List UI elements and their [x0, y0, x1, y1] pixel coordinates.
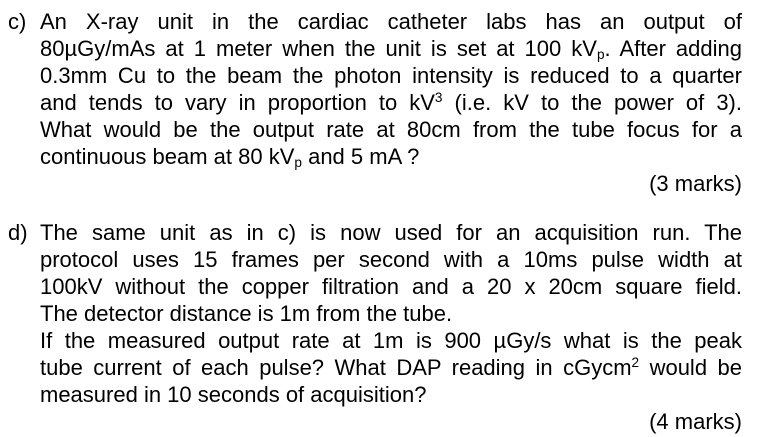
- superscript-2: 2: [631, 355, 640, 371]
- question-c-line-1: An X-ray unit in the cardiac catheter labs has an output of: [40, 9, 742, 34]
- text-segment: would be: [639, 355, 742, 380]
- question-d-marker: d): [8, 220, 28, 245]
- question-d-line-2: protocol uses 15 frames per second with a 10ms pulse width at: [40, 247, 742, 272]
- question-d-line-7: measured in 10 seconds of acquisition?: [40, 382, 427, 407]
- question-c: [8, 8, 742, 197]
- text-segment: tube current of each pulse? What DAP reading in cGycm: [40, 355, 632, 380]
- question-d-line-1: The same unit as in c) is now used for an acquisition run. The: [40, 220, 742, 245]
- subscript-p: p: [294, 155, 302, 171]
- question-c-line-2: [40, 35, 742, 62]
- question-d-line-3: 100kV without the copper filtration and a 20 x 20cm square field.: [40, 274, 742, 299]
- question-c-marker: c): [8, 9, 27, 34]
- question-c-line-4: [40, 89, 742, 116]
- question-c-body: [40, 8, 742, 197]
- question-d-marks: (4 marks): [649, 409, 742, 434]
- question-c-line-6: [40, 143, 742, 170]
- question-d-line-4: The detector distance is 1m from the tube.: [40, 301, 453, 326]
- question-c-marks: (3 marks): [649, 171, 742, 196]
- text-segment: and tends to vary in proportion to kV: [40, 90, 435, 115]
- text-segment: 80µGy/mAs at 1 meter when the unit is set at 100 kV: [40, 36, 597, 61]
- question-d-body: [40, 219, 742, 435]
- question-d-line-5: If the measured output rate at 1m is 900 µGy/s what is the peak: [40, 328, 742, 353]
- text-segment: and 5 mA ?: [301, 144, 420, 169]
- subscript-p: p: [596, 47, 605, 63]
- question-d: [8, 219, 742, 435]
- question-c-line-5: What would be the output rate at 80cm from the tube focus for a: [40, 117, 742, 142]
- text-segment: . After adding: [604, 36, 742, 61]
- question-c-line-3: 0.3mm Cu to the beam the photon intensity is reduced to a quarter: [40, 63, 742, 88]
- question-d-line-6: [40, 354, 742, 381]
- superscript-3: 3: [434, 90, 443, 106]
- text-segment: (i.e. kV to the power of 3).: [442, 90, 742, 115]
- text-segment: continuous beam at 80 kV: [40, 144, 295, 169]
